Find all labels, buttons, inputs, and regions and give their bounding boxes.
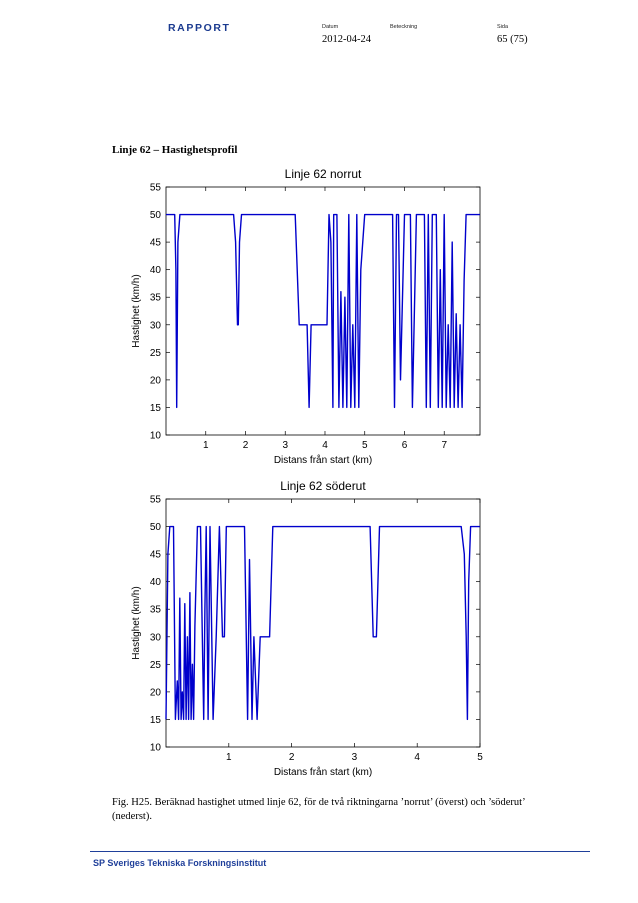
chart-title: Linje 62 norrut [284, 167, 362, 181]
report-logo: RAPPORT [168, 22, 231, 34]
y-tick-label: 40 [149, 577, 161, 589]
y-tick-label: 55 [149, 494, 161, 506]
date-label: Datum [322, 24, 339, 30]
x-tick-label: 4 [414, 752, 420, 763]
x-tick-label: 4 [322, 440, 328, 451]
y-tick-label: 20 [149, 375, 161, 387]
x-tick-label: 6 [401, 440, 408, 451]
y-tick-label: 35 [149, 292, 161, 304]
page-label: Sida [497, 24, 509, 30]
y-tick-label: 20 [149, 687, 161, 699]
chart-title: Linje 62 söderut [280, 479, 366, 493]
x-tick-label: 5 [361, 440, 368, 451]
y-tick-label: 25 [149, 347, 161, 359]
footer-rule [90, 851, 590, 852]
report-date: 2012-04-24 [322, 34, 371, 45]
x-tick-label: 3 [282, 440, 289, 451]
y-tick-label: 45 [149, 549, 161, 561]
y-tick-label: 10 [149, 742, 161, 754]
y-tick-label: 40 [149, 265, 161, 277]
figure-caption: Fig. H25. Beräknad hastighet utmed linje 62, för de två riktningarna ’norrut’ (överst) och ’söderut’ (nederst). [112, 797, 525, 822]
y-tick-label: 45 [149, 237, 161, 249]
x-tick-label: 2 [288, 752, 295, 763]
x-tick-label: 7 [441, 440, 448, 451]
y-tick-label: 15 [149, 714, 161, 726]
chart-norrut [131, 167, 480, 466]
y-tick-label: 50 [149, 522, 161, 534]
x-axis-label: Distans från start (km) [273, 767, 373, 778]
x-tick-label: 5 [477, 752, 483, 763]
y-axis-label: Hastighet (km/h) [131, 274, 142, 348]
y-tick-label: 30 [149, 320, 161, 332]
x-tick-label: 1 [202, 440, 209, 451]
x-axis-label: Distans från start (km) [273, 455, 373, 466]
chart-soderut [131, 479, 483, 778]
y-tick-label: 35 [149, 604, 161, 616]
y-axis-label: Hastighet (km/h) [131, 586, 142, 660]
y-tick-label: 30 [149, 632, 161, 644]
y-tick-label: 15 [149, 402, 161, 414]
section-title: Linje 62 – Hastighetsprofil [112, 144, 238, 156]
y-tick-label: 50 [149, 210, 161, 222]
footer-institute: SP Sveriges Tekniska Forskningsinstitut [93, 858, 267, 868]
y-tick-label: 10 [149, 430, 161, 442]
designation-label: Beteckning [390, 24, 418, 30]
y-tick-label: 55 [149, 182, 161, 194]
x-tick-label: 2 [242, 440, 249, 451]
y-tick-label: 25 [149, 659, 161, 671]
page-number: 65 (75) [497, 34, 528, 45]
x-tick-label: 3 [351, 752, 358, 763]
x-tick-label: 1 [226, 752, 232, 763]
